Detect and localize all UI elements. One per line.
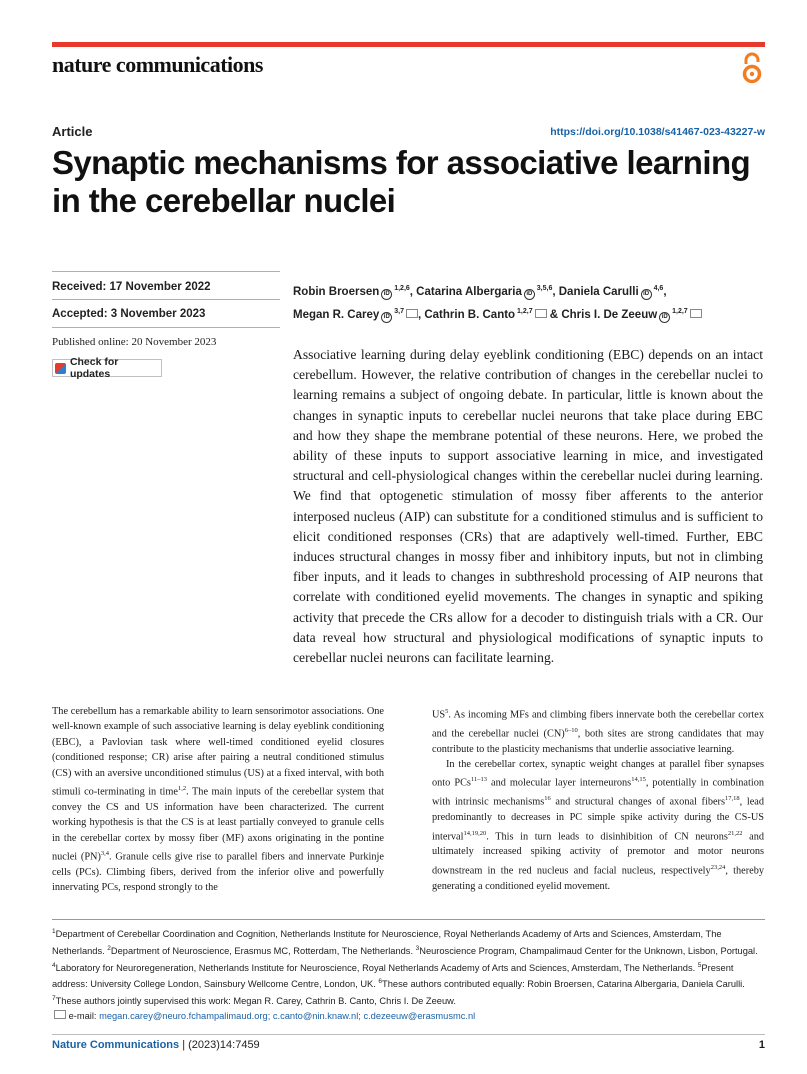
author-affiliation: 3,7 bbox=[392, 307, 404, 315]
body-paragraph: In the cerebellar cortex, synaptic weight changes at parallel fiber synapses onto PCs$^{11-13}$ and molecular layer interneurons$^{14,15}$, potentially in combination with intrinsic mechanisms$^{16}$ and structural changes of axonal fibers$^{17,18}$, lead predominantly to decreases in PC simple spike activity during the CS-US interval$^{14,19,20}$. This in turn leads to disinhibition of CN neurons$^{21,22}$ and ultimately increased spiking activity of premotor and motor neurons downstream in the red nucleus and facial nucleus, respectively$^{23,24}$, thereby generating a conditioned eyelid movement. bbox=[432, 759, 765, 892]
header-accent-bar bbox=[52, 42, 765, 47]
affiliations-divider bbox=[52, 919, 765, 920]
author-name[interactable]: Chris I. De Zeeuw bbox=[561, 308, 658, 321]
author-name[interactable]: Megan R. Carey bbox=[293, 308, 380, 321]
author-separator: & bbox=[546, 308, 562, 321]
author-affiliation: 1,2,7 bbox=[515, 307, 533, 315]
orcid-icon[interactable]: iD bbox=[381, 289, 392, 300]
affiliations-text: $^1$Department of Cerebellar Coordination and Cognition, Netherlands Institute for Neuroscience, Royal Netherlands Academy of Arts and Sciences, Amsterdam, The Netherlands. $^2$Department of Neuroscience, Erasmus MC, Rotterdam, The Netherlands. $^3$Neuroscience Program, Champalimaud Center for the Unknown, Lisbon, Portugal. $^4$Laboratory for Neuroregeneration, Netherlands Institute for Neuroscience, Royal Netherlands Academy of Arts and Sciences, Amsterdam, The Netherlands. $^5$Present address: University College London, Sainsbury Wellcome Centre, London, UK. $^6$These authors contributed equally: Robin Broersen, Catarina Albergaria, Daniela Carulli. $^7$These authors jointly supervised this work: Megan R. Carey, Cathrin B. Canto, Chris I. De Zeeuw. bbox=[52, 928, 758, 1007]
author-affiliation: 1,2,7 bbox=[670, 307, 688, 315]
check-for-updates-button[interactable] bbox=[52, 356, 162, 380]
author-name[interactable]: Daniela Carulli bbox=[558, 285, 639, 298]
footer-journal-name[interactable]: Nature Communications bbox=[52, 1039, 180, 1051]
journal-name: nature communications bbox=[52, 52, 263, 77]
author-name[interactable]: Catarina Albergaria bbox=[416, 285, 522, 298]
side-divider bbox=[52, 299, 280, 300]
body-paragraph: $US^5$. As incoming MFs and climbing fibers innervate both the cerebellar cortex and the cerebellar nuclei (CN)$^{6-10}$, both sites are strong candidates that may contribute to the plasticity mechanisms that underlie associative learning. bbox=[432, 708, 764, 755]
article-title: Synaptic mechanisms for associative learning in the cerebellar nuclei bbox=[52, 144, 751, 219]
affiliations bbox=[52, 925, 765, 1024]
published-date: Published online: 20 November 2023 bbox=[52, 336, 217, 348]
author-affiliation: 1,2,6 bbox=[392, 285, 410, 292]
author-list bbox=[293, 279, 763, 325]
doi-link[interactable]: https://doi.org/10.1038/s41467-023-43227-w bbox=[550, 126, 765, 138]
author-separator: , bbox=[417, 308, 425, 321]
email-icon[interactable] bbox=[406, 309, 418, 318]
author-affiliation: 4,6 bbox=[651, 285, 664, 292]
body-column-left: The cerebellum has a remarkable ability to learn sensorimotor associations. One well-known example of such associative learning is delay eyeblink conditioning (EBC), a Pavlovian task where well-timed conditioned eyelid closures (conditioned response; CR) arise after pairing a neutral conditioned stimulus (CS) with an aversive unconditioned stimulus (US) at a fixed interval, with both stimuli co-terminating in time$^{1,2}$. The main inputs of the cerebellar system that convey the CS and US information have been characterized. The current working hypothesis is that the CS is at least partially conveyed to granule cells in the cerebellar cortex by mossy fiber (MF) axons originating in the pontine nuclei (PN)$^{3,4}$. Granule cells give rise to parallel fibers and innervate Purkinje cells (PCs). Climbing fibers, derived from the inferior olive and powerfully innervating PCs, respond strongly to the bbox=[52, 706, 384, 894]
article-type: Article bbox=[52, 124, 93, 139]
email-icon[interactable] bbox=[535, 309, 547, 318]
orcid-icon[interactable]: iD bbox=[659, 312, 670, 323]
open-access-icon bbox=[741, 52, 763, 84]
received-date: Received: 17 November 2022 bbox=[52, 281, 211, 293]
author-name[interactable]: Cathrin B. Canto bbox=[424, 308, 516, 321]
author-separator: , bbox=[663, 285, 667, 298]
orcid-icon[interactable]: iD bbox=[641, 289, 652, 300]
author-affiliation: 3,5,6 bbox=[534, 285, 553, 292]
footer-citation bbox=[52, 1039, 260, 1051]
footer-volume: | (2023)14:7459 bbox=[182, 1039, 260, 1051]
orcid-icon[interactable]: iD bbox=[524, 289, 535, 300]
side-divider bbox=[52, 327, 280, 328]
side-divider bbox=[52, 271, 280, 272]
email-label: e-mail: bbox=[68, 1010, 97, 1021]
email-addresses[interactable]: megan.carey@neuro.fchampalimaud.org; c.canto@nin.knaw.nl; c.dezeeuw@erasmusmc.nl bbox=[99, 1010, 476, 1021]
author-separator: , bbox=[552, 285, 559, 298]
email-icon[interactable] bbox=[690, 309, 702, 318]
author-name[interactable]: Robin Broersen bbox=[293, 285, 380, 298]
update-check-icon bbox=[55, 363, 66, 374]
body-column-right bbox=[432, 704, 764, 894]
page-number: 1 bbox=[758, 1039, 765, 1051]
check-updates-label: Check for updates bbox=[69, 356, 119, 380]
footer-divider bbox=[52, 1034, 765, 1035]
abstract: Associative learning during delay eyeblink conditioning (EBC) depends on an intact cerebellum. However, the relative contribution of changes in the cerebellar nuclei to learning remains a subject of ongoing debate. In particular, little is known about the changes in synaptic inputs to cerebellar nuclei neurons that take place during EBC and how they shape the membrane potential of these neurons. Here, we probed the ability of these inputs to support associative learning in mice, and investigated structural and cell-physiological changes within the cerebellar nuclei during learning. We find that optogenetic stimulation of mossy fiber afferents to the anterior interposed nucleus (AIP) can substitute for a conditioned stimulus and is sufficient to elicit conditioned responses (CRs) that are adaptively well-timed. Further, EBC induces structural changes in mossy fiber and inhibitory inputs, but not in climbing fiber inputs, and it leads to changes in subthreshold processing of AIP neurons that correlate with conditioned eyelid movements. The changes in synaptic and spiking activity that precede the CRs allow for a decoder to distinguish trials with a CR. Our data reveal how structural and physiological modifications of synaptic inputs to cerebellar nuclei neurons can facilitate learning. bbox=[293, 347, 763, 666]
accepted-date: Accepted: 3 November 2023 bbox=[52, 308, 206, 320]
author-separator: , bbox=[409, 285, 417, 298]
orcid-icon[interactable]: iD bbox=[381, 312, 392, 323]
email-icon bbox=[54, 1010, 66, 1019]
